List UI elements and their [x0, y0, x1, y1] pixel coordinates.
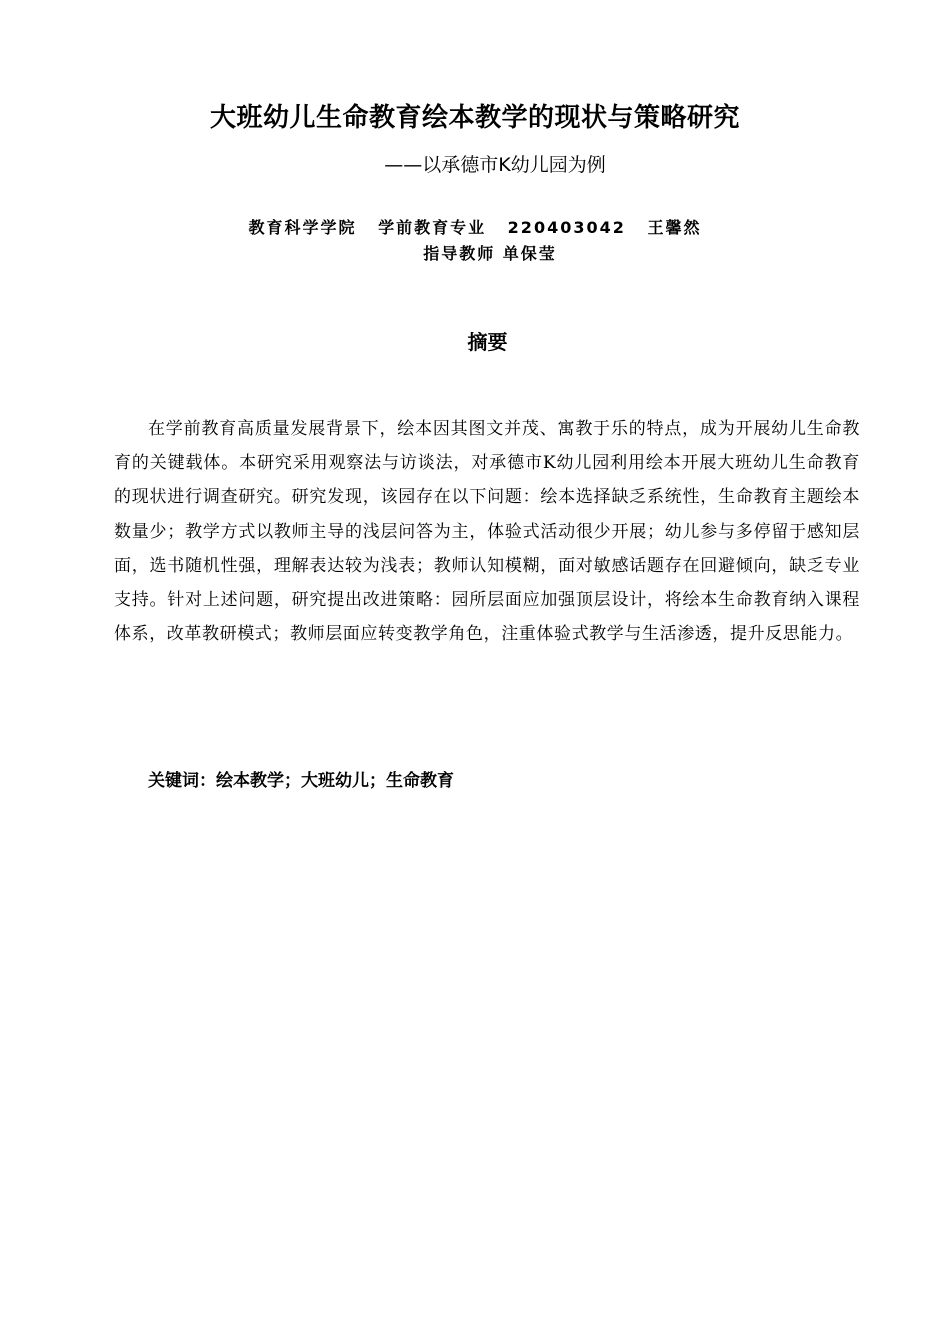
advisor-info: 指导教师 单保莹	[423, 244, 557, 263]
author-info: 教育科学学院 学前教育专业 220403042 王馨然	[248, 218, 702, 237]
abstract-heading: 摘要	[467, 330, 508, 354]
paper-title: 大班幼儿生命教育绘本教学的现状与策略研究	[209, 103, 740, 133]
abstract-body: 在学前教育高质量发展背景下，绘本因其图文并茂、寓教于乐的特点，成为开展幼儿生命教育的关键载体。本研究采用观察法与访谈法，对承德市K幼儿园利用绘本开展大班幼儿生命教育的现状进行调查研究。研究发现，该园存在以下问题：绘本选择缺乏系统性，生命教育主题绘本数量少；教学方式以教师主导的浅层问答为主，体验式活动很少开展；幼儿参与多停留于感知层面，选书随机性强，理解表达较为浅表；教师认知模糊，面对敏感话题存在回避倾向，缺乏专业支持。针对上述问题，研究提出改进策略：园所层面应加强顶层设计，将绘本生命教育纳入课程体系，改革教研模式；教师层面应转变教学角色，注重体验式教学与生活渗透，提升反思能力。	[114, 419, 860, 645]
keywords-line: 关键词：绘本教学；大班幼儿；生命教育	[148, 771, 454, 791]
paper-subtitle: ——以承德市K幼儿园为例	[384, 154, 606, 176]
